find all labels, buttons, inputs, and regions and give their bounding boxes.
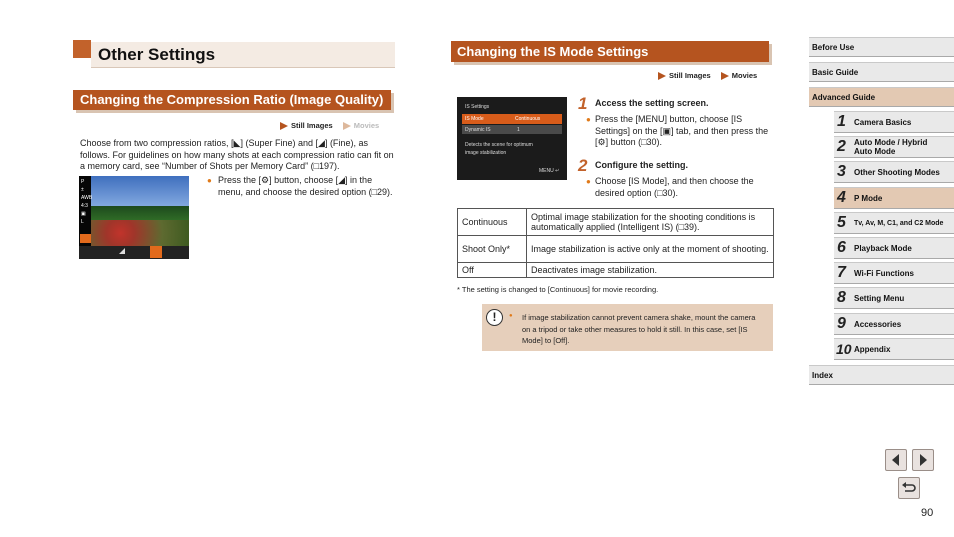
nav-chapter-4[interactable]: 4 P Mode (834, 187, 954, 209)
compression-bullet: ● Press the [⚙] button, choose [◢] in the menu, and choose the desired option (□29). (207, 175, 393, 197)
nav-chapter-9[interactable]: 9 Accessories (834, 313, 954, 335)
table-row: Off Deactivates image stabilization. (458, 263, 774, 278)
arrow-left-icon (886, 450, 906, 470)
section-header-compression: Changing the Compression Ratio (Image Quality) (73, 90, 391, 110)
prev-page-button[interactable] (885, 449, 907, 471)
nav-index[interactable]: Index (809, 365, 954, 385)
nav-chapter-3[interactable]: 3 Other Shooting Modes (834, 161, 954, 183)
return-icon (899, 478, 919, 498)
quality-superfine-icon (150, 246, 162, 258)
nav-chapter-10[interactable]: 10 Appendix (834, 338, 954, 360)
title-accent (73, 40, 91, 58)
return-button[interactable] (898, 477, 920, 499)
table-row: Shoot Only* Image stabilization is active only at the moment of shooting. (458, 236, 774, 263)
next-page-button[interactable] (912, 449, 934, 471)
nav-advanced-guide[interactable]: Advanced Guide (809, 87, 954, 107)
nav-chapter-2[interactable]: 2 Auto Mode / Hybrid Auto Mode (834, 136, 954, 158)
quality-fine-icon (119, 248, 125, 254)
mode-indicator-left: Still Images Movies (280, 121, 379, 130)
caution-icon: ! (486, 309, 503, 326)
is-mode-value: Continuous (515, 116, 541, 122)
nav-chapter-8[interactable]: 8 Setting Menu (834, 287, 954, 309)
nav-chapter-1[interactable]: 1 Camera Basics (834, 111, 954, 133)
play-icon (343, 122, 351, 130)
nav-chapter-6[interactable]: 6 Playback Mode (834, 237, 954, 259)
is-mode-table (457, 208, 774, 278)
camera-screen-image: P ± AWB 4:3 ▣ L (79, 176, 189, 259)
page-number: 90 (921, 507, 934, 519)
play-icon (721, 72, 729, 80)
nav-chapter-5[interactable]: 5 Tv, Av, M, C1, and C2 Mode (834, 212, 954, 234)
footnote: * The setting is changed to [Continuous] for movie recording. (457, 285, 659, 294)
quality-selected-icon (80, 234, 91, 243)
caution-note: ! ● If image stabilization cannot prevent camera shake, mount the camera on a tripod or take other measures to hold it still. In this case, set [IS Mode] to [Off]. (482, 304, 773, 351)
play-icon (658, 72, 666, 80)
is-settings-screen: IS Settings IS Mode Continuous Dynamic IS 1 Detects the scene for optimum image stabilization MENU ↵ (457, 97, 567, 180)
arrow-right-icon (913, 450, 933, 470)
nav-basic-guide[interactable]: Basic Guide (809, 62, 954, 82)
table-row: Continuous Optimal image stabilization for the shooting conditions is automatically applied (Intelligent IS) (□39). (458, 209, 774, 236)
page-title-box (91, 42, 395, 68)
mode-indicator-right: Still Images Movies (658, 71, 757, 80)
play-icon (280, 122, 288, 130)
compression-body-text: Choose from two compression ratios, [◣] (Super Fine) and [◢] (Fine), as follows. For guidelines on how many shots at each compression ratio can fit on a memory card, see “Number of Shots per Memory Card” (□197). (80, 138, 394, 171)
section-header-is-mode: Changing the IS Mode Settings (451, 41, 769, 62)
nav-before-use[interactable]: Before Use (809, 37, 954, 57)
page-title: Other Settings (98, 45, 216, 64)
nav-chapter-7[interactable]: 7 Wi-Fi Functions (834, 262, 954, 284)
